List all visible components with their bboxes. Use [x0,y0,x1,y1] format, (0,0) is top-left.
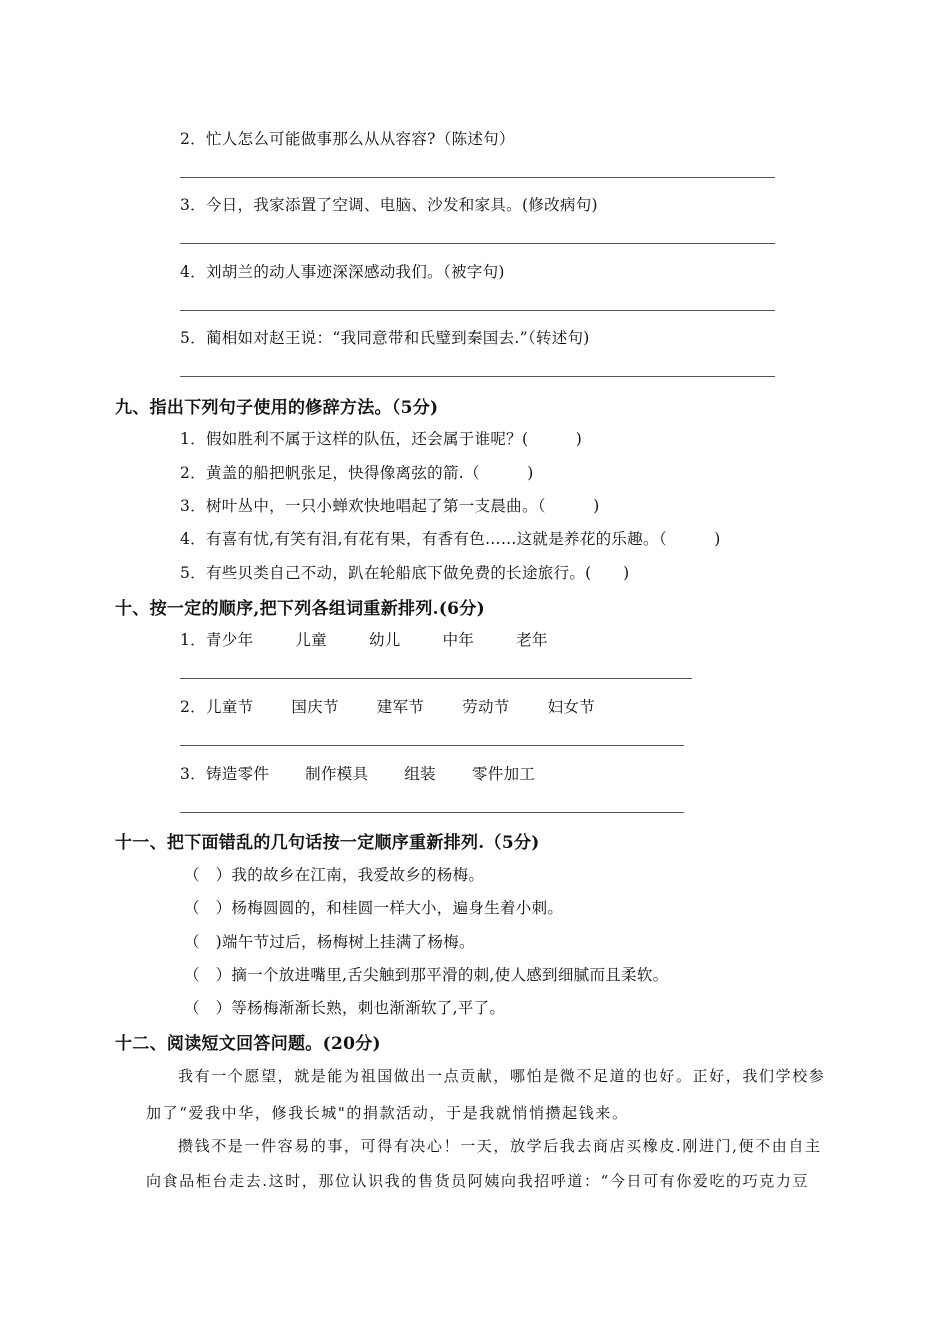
word-group [180,695,595,717]
sentence-item: （ ）我的故乡在江南，我爱故乡的杨梅。 [184,866,485,884]
word: 妇女节 [547,698,595,716]
answer-line [180,678,692,679]
question-item: 4．刘胡兰的动人事迹深深感动我们。（被字句) [180,263,505,281]
group-number: 2． [180,698,206,716]
answer-line [180,177,775,178]
question-item: 5．有些贝类自己不动，趴在轮船底下做免费的长途旅行。( ) [180,564,630,582]
section-heading: 十二、阅读短文回答问题。(20分) [115,1034,381,1054]
passage-line: 向食品柜台走去.这时，那位认识我的售货员阿姨向我招呼道：“今日可有你爱吃的巧克力豆 [146,1172,810,1190]
question-item: 3．树叶丛中，一只小蝉欢快地唱起了第一支晨曲。（ ) [180,497,600,515]
word: 青少年 [205,631,254,649]
passage-line: 加了“爱我中华，修我长城"的捐款活动，于是我就悄悄攒起钱来。 [146,1104,629,1122]
question-item: 5．蔺相如对赵王说：“我同意带和氏璧到秦国去.”（转述句) [180,329,590,347]
word-group [180,628,548,650]
word: 零件加工 [471,765,536,783]
word: 幼儿 [368,631,401,649]
section-heading: 九、指出下列句子使用的修辞方法。（5分) [115,398,439,418]
word: 儿童节 [205,698,254,716]
passage-line: 攒钱不是一件容易的事，可得有决心！一天，放学后我去商店买橡皮.刚进门,便不由自主 [178,1137,822,1155]
question-item: 2．忙人怎么可能做事那么从从容容?（陈述句） [180,130,515,148]
word: 中年 [442,631,475,649]
sentence-item: （ )端午节过后，杨梅树上挂满了杨梅。 [184,933,475,951]
word: 组装 [404,765,436,783]
passage-line: 我有一个愿望，就是能为祖国做出一点贡献，哪怕是微不足道的也好。正好，我们学校参 [178,1067,826,1085]
answer-line [180,812,684,813]
answer-line [180,745,684,746]
word: 制作模具 [305,765,369,783]
section-heading: 十一、把下面错乱的几句话按一定顺序重新排列.（5分) [115,833,540,853]
group-number: 3． [180,765,206,783]
sentence-item: （ ）杨梅圆圆的，和桂圆一样大小，遍身生着小刺。 [184,899,564,917]
word: 建军节 [376,698,425,716]
word: 儿童 [295,631,327,649]
word: 劳动节 [462,698,510,716]
word: 铸造零件 [205,765,270,783]
sentence-item: （ ）摘一个放进嘴里,舌尖触到那平滑的刺,使人感到细腻而且柔软。 [184,966,669,984]
section-heading: 十、按一定的顺序,把下列各组词重新排列.(6分) [115,599,485,619]
answer-line [180,376,775,377]
word: 老年 [516,631,548,649]
group-number: 1． [180,631,206,649]
question-item: 2．黄盖的船把帆张足，快得像离弦的箭.（ ) [180,464,534,482]
question-item: 3．今日，我家添置了空调、电脑、沙发和家具。(修改病句) [180,196,598,214]
sentence-item: （ ）等杨梅渐渐长熟，刺也渐渐软了,平了。 [184,999,506,1017]
question-item: 4．有喜有忧,有笑有泪,有花有果，有香有色……这就是养花的乐趣。（ ) [180,530,721,548]
answer-line [180,243,775,244]
word-group [180,762,535,784]
answer-line [180,310,775,311]
word: 国庆节 [291,698,339,716]
question-item: 1．假如胜利不属于这样的队伍，还会属于谁呢？( ) [180,430,583,448]
